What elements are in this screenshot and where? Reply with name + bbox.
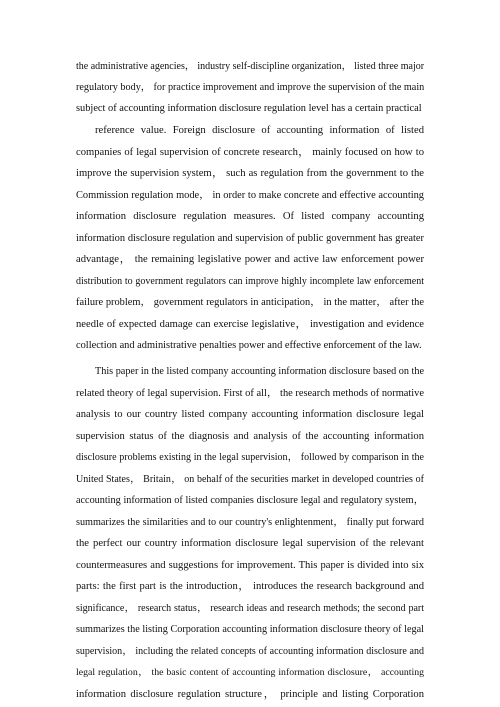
text-line: regulatory body， for practice improvement and improve the supervision of the main [76, 82, 425, 93]
text-line: companies of legal supervision of concrete research， mainly focused on how to [76, 147, 424, 158]
text-line: advantage， the remaining legislative power and active law enforcement power [76, 254, 424, 265]
text-line: summarizes the similarities and to our country's enlightenment， finally put forward [76, 517, 424, 528]
text-line: collection and administrative penalties power and effective enforcement of the law. [76, 340, 422, 351]
text-line: the perfect our country information disclosure legal supervision of the relevant [76, 538, 424, 549]
text-line: supervision， including the related concepts of accounting information disclosure and [76, 646, 424, 657]
text-line: subject of accounting information disclosure regulation level has a certain practical [76, 103, 422, 114]
text-line: parts: the first part is the introduction， introduces the research background and [76, 581, 424, 592]
text-line: disclosure problems existing in the legal supervision， followed by comparison in the [76, 452, 424, 463]
text-line: supervision status of the diagnosis and analysis of the accounting information [76, 431, 424, 442]
text-line: summarizes the listing Corporation accounting information disclosure theory of legal [76, 624, 424, 635]
text-line: information disclosure regulation measures. Of listed company accounting [76, 211, 424, 222]
text-line: countermeasures and suggestions for improvement. This paper is divided into six [76, 560, 424, 571]
text-line: legal regulation， the basic content of accounting information disclosure， accounting [76, 667, 424, 678]
text-line: information disclosure regulation and supervision of public government has greater [76, 233, 424, 244]
text-line: analysis to our country listed company accounting information disclosure legal [76, 409, 424, 420]
text-line: significance， research status， research ideas and research methods; the second part [76, 603, 424, 614]
text-line: distribution to government regulators can improve highly incomplete law enforcement [76, 276, 424, 287]
text-line: This paper in the listed company accounting information disclosure based on the [95, 366, 424, 377]
text-line: information disclosure regulation structure， principle and listing Corporation [76, 689, 424, 700]
text-line: needle of expected damage can exercise legislative， investigation and evidence [76, 319, 424, 330]
text-line: United States， Britain， on behalf of the securities market in developed countries of [76, 474, 424, 485]
text-line: accounting information of listed companies disclosure legal and regulatory system， [76, 495, 424, 506]
text-line: failure problem， government regulators in anticipation， in the matter， after the [76, 297, 424, 308]
text-line: Commission regulation mode， in order to make concrete and effective accounting [76, 190, 424, 201]
text-line: improve the supervision system， such as regulation from the government to the [76, 168, 424, 179]
text-line: the administrative agencies， industry self-discipline organization， listed three major [76, 61, 425, 72]
text-line: related theory of legal supervision. First of all， the research methods of normative [76, 388, 424, 399]
text-line: reference value. Foreign disclosure of accounting information of listed [95, 125, 424, 136]
